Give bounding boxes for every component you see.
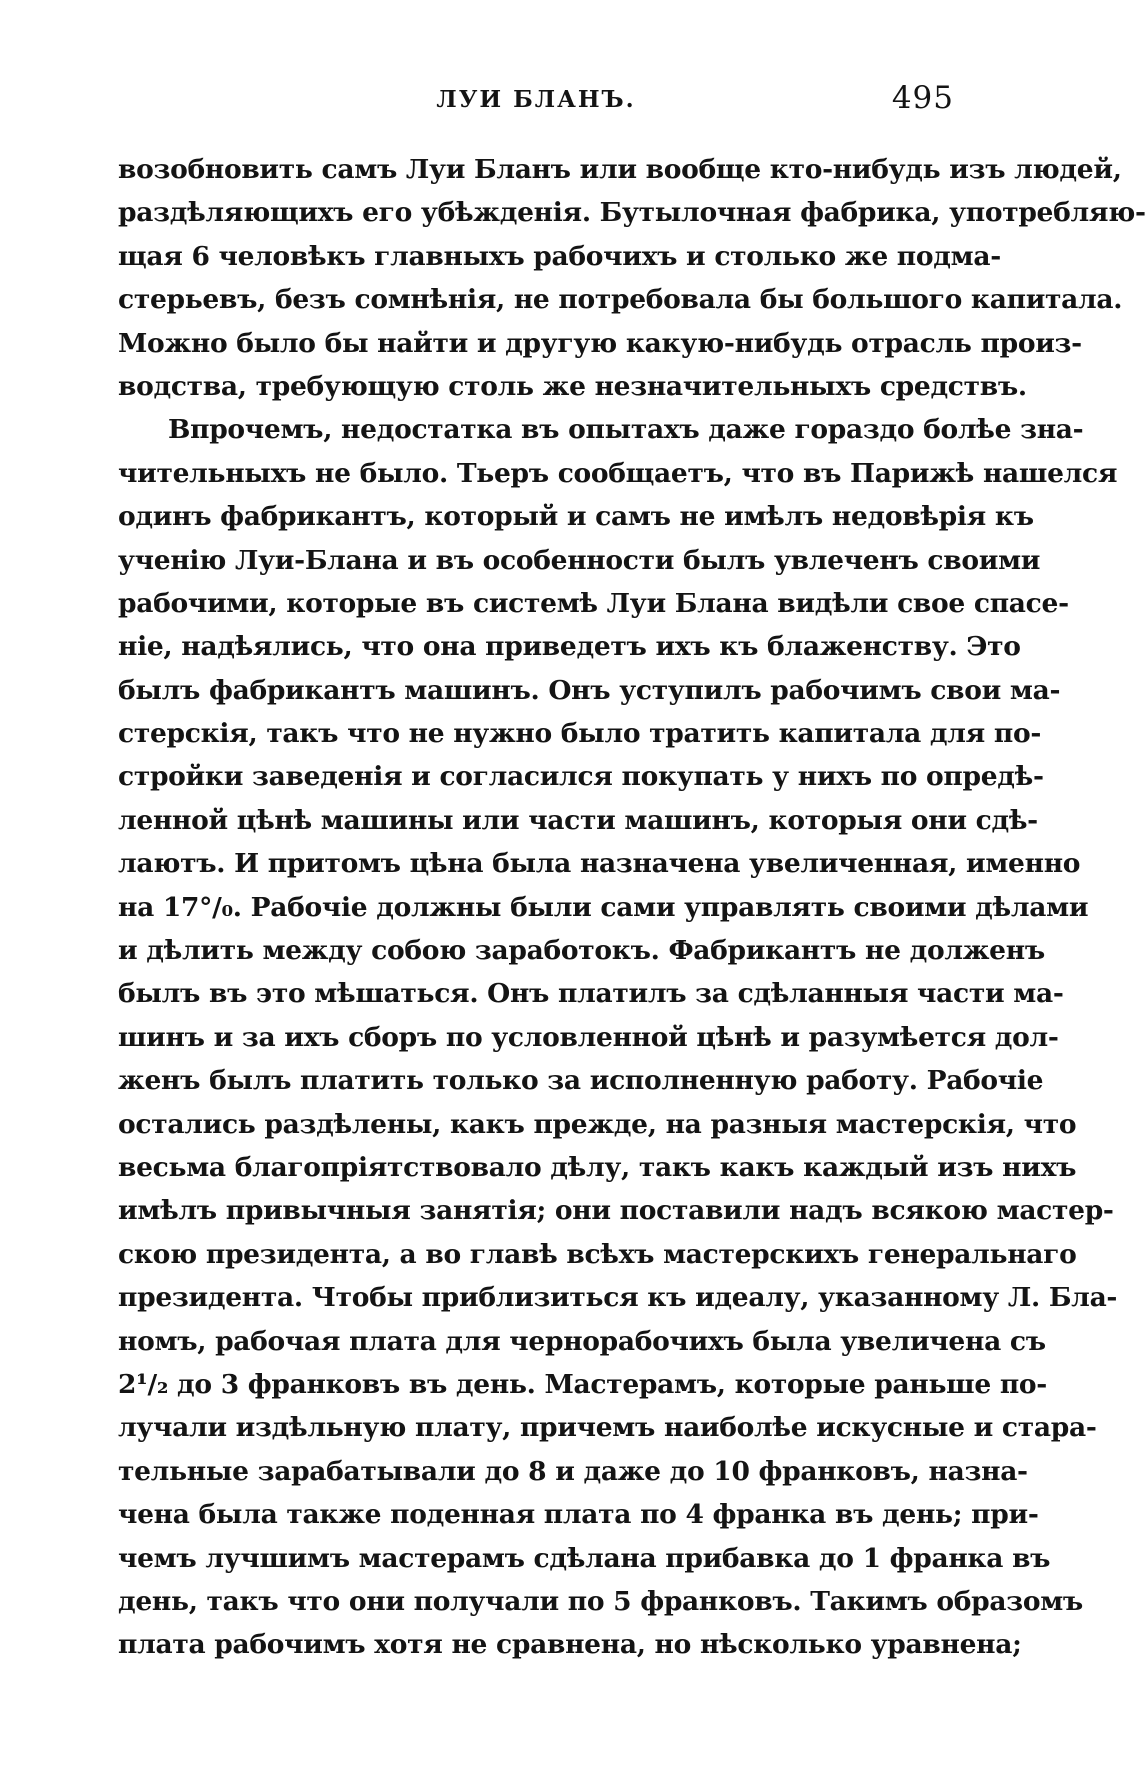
text-line: 2¹/₂ до 3 франковъ въ день. Мастерамъ, которые раньше по- (118, 1368, 1048, 1400)
book-page (118, 70, 1146, 1667)
text-line: ученію Луи-Блана и въ особенности былъ увлеченъ своими (118, 544, 1041, 576)
text-line: ніе, надѣялись, что она приведетъ ихъ къ блаженству. Это (118, 631, 1021, 663)
text-line: весьма благопріятствовало дѣлу, такъ какъ каждый изъ нихъ (118, 1151, 1077, 1183)
text-line: женъ былъ платить только за исполненную работу. Рабочіе (118, 1065, 1044, 1097)
text-line: имѣлъ привычныя занятія; они поставили надъ всякою мастер- (118, 1195, 1114, 1227)
text-line: лаютъ. И притомъ цѣна была назначена увеличенная, именно (118, 848, 1081, 880)
text-line: стройки заведенія и согласился покупать у нихъ по опредѣ- (118, 761, 1044, 793)
page-header (118, 70, 954, 130)
text-line: былъ фабрикантъ машинъ. Онъ уступилъ рабочимъ свои ма- (118, 674, 1061, 706)
text-line: былъ въ это мѣшаться. Онъ платилъ за сдѣланныя части ма- (118, 978, 1064, 1010)
text-line: и дѣлить между собою заработокъ. Фабрикантъ не долженъ (118, 935, 1045, 967)
running-title: ЛУИ БЛАНЪ. (436, 86, 636, 113)
text-line: Впрочемъ, недостатка въ опытахъ даже гораздо болѣе зна- (168, 414, 1084, 446)
text-line: водства, требующую столь же незначительныхъ средствъ. (118, 370, 1027, 402)
text-line: ленной цѣнѣ машины или части машинъ, которыя они сдѣ- (118, 804, 1038, 836)
page-number: 495 (891, 80, 954, 116)
text-line: стерскія, такъ что не нужно было тратить капитала для по- (118, 718, 1042, 750)
text-line: чительныхъ не было. Тьеръ сообщаетъ, что въ Парижѣ нашелся (118, 457, 1118, 489)
text-line: тельные зарабатывали до 8 и даже до 10 франковъ, назна- (118, 1455, 1028, 1487)
text-line: возобновить самъ Луи Бланъ или вообще кто-нибудь изъ людей, (118, 154, 1122, 185)
text-line: день, такъ что они получали по 5 франковъ. Такимъ образомъ (118, 1585, 1083, 1617)
text-line: шинъ и за ихъ сборъ по условленной цѣнѣ и разумѣется дол- (118, 1021, 1059, 1053)
text-line: лучали издѣльную плату, причемъ наиболѣе искусные и стара- (118, 1412, 1097, 1444)
text-line: скою президента, а во главѣ всѣхъ мастерскихъ генеральнаго (118, 1238, 1077, 1270)
text-line: на 17°/₀. Рабочіе должны были сами управлять своими дѣлами (118, 891, 1089, 923)
body-text (118, 148, 1146, 1667)
text-line: одинъ фабрикантъ, который и самъ не имѣлъ недовѣрія къ (118, 501, 1034, 533)
text-line: остались раздѣлены, какъ прежде, на разныя мастерскія, что (118, 1108, 1077, 1140)
text-line: щая 6 человѣкъ главныхъ рабочихъ и столько же подма- (118, 240, 1001, 272)
text-line: чена была также поденная плата по 4 франка въ день; при- (118, 1499, 1039, 1531)
text-line: номъ, рабочая плата для чернорабочихъ была увеличена съ (118, 1325, 1046, 1357)
text-line: чемъ лучшимъ мастерамъ сдѣлана прибавка до 1 франка въ (118, 1542, 1051, 1574)
text-line: плата рабочимъ хотя не сравнена, но нѣсколько уравнена; (118, 1629, 1022, 1661)
text-line: Можно было бы найти и другую какую-нибудь отрасль произ- (118, 327, 1082, 359)
text-line: президента. Чтобы приблизиться къ идеалу, указанному Л. Бла- (118, 1282, 1118, 1314)
text-line: рабочими, которые въ системѣ Луи Блана видѣли свое спасе- (118, 587, 1069, 619)
text-line: стерьевъ, безъ сомнѣнія, не потребовала бы большого капитала. (118, 284, 1123, 316)
text-line: раздѣляющихъ его убѣжденія. Бутылочная фабрика, употребляю- (118, 197, 1146, 229)
